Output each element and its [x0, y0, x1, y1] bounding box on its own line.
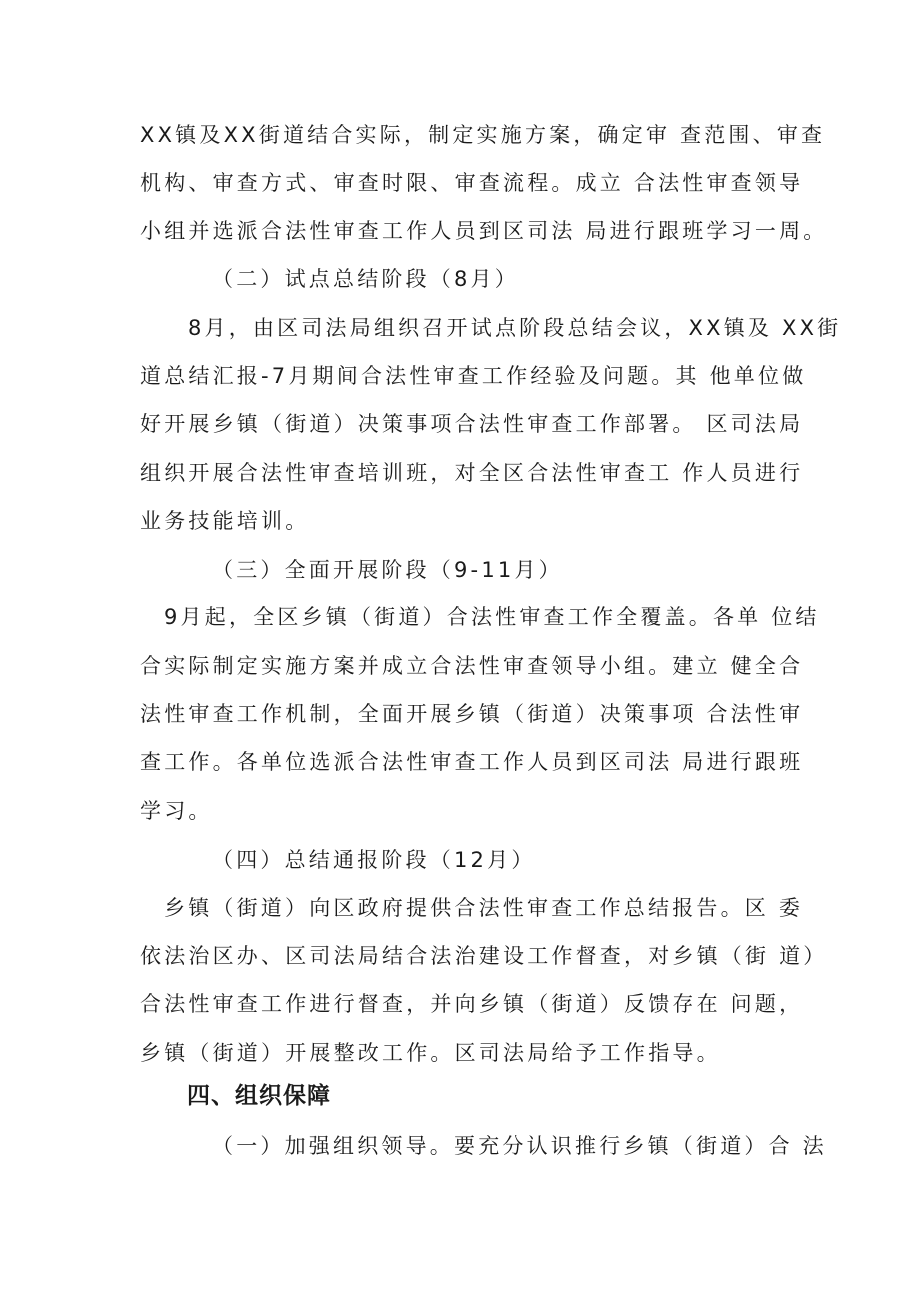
paragraph-line: 组织开展合法性审查培训班，对全区合法性审查工 作人员进行 — [140, 461, 804, 485]
subsection-title: （四）总结通报阶段（12月） — [212, 848, 536, 872]
subsection-title: （二）试点总结阶段（8月） — [212, 267, 519, 291]
paragraph-line: 依法治区办、区司法局结合法治建设工作督查，对乡镇（街 道） — [140, 944, 828, 968]
paragraph-line: 合法性审查工作进行督查，并向乡镇（街道）反馈存在 问题， — [140, 992, 804, 1016]
paragraph-line: XX镇及XX街道结合实际，制定实施方案，确定审 查范围、审查 — [140, 123, 826, 147]
paragraph-line: 乡镇（街道）向区政府提供合法性审查工作总结报告。区 委 — [164, 896, 804, 920]
paragraph-line: 好开展乡镇（街道）决策事项合法性审查工作部署。 区司法局 — [140, 412, 804, 436]
paragraph-line: 小组并选派合法性审查工作人员到区司法 局进行跟班学习一周。 — [140, 219, 828, 243]
section-heading: 四、组织保障 — [187, 1083, 331, 1109]
paragraph-line: 查工作。各单位选派合法性审查工作人员到区司法 局进行跟班 — [140, 750, 804, 774]
paragraph-line: 道总结汇报-7月期间合法性审查工作经验及问题。其 他单位做 — [140, 364, 807, 388]
paragraph-line: 机构、审查方式、审查时限、审查流程。成立 合法性审查领导 — [140, 171, 804, 195]
paragraph-line: 乡镇（街道）开展整改工作。区司法局给予工作指导。 — [140, 1041, 721, 1065]
paragraph-line: 学习。 — [140, 799, 213, 823]
paragraph-line: 法性审查工作机制，全面开展乡镇（街道）决策事项 合法性审 — [140, 702, 804, 726]
paragraph-line: 合实际制定实施方案并成立合法性审查领导小组。建立 健全合 — [140, 654, 804, 678]
paragraph-line: 9月起，全区乡镇（街道）合法性审查工作全覆盖。各单 位结 — [164, 605, 820, 629]
paragraph-line: 8月，由区司法局组织召开试点阶段总结会议，XX镇及 XX街 — [188, 316, 842, 340]
subsection-title: （三）全面开展阶段（9-11月） — [212, 558, 563, 582]
paragraph-line: （一）加强组织领导。要充分认识推行乡镇（街道）合 法 — [212, 1134, 827, 1158]
paragraph-line: 业务技能培训。 — [140, 509, 310, 533]
